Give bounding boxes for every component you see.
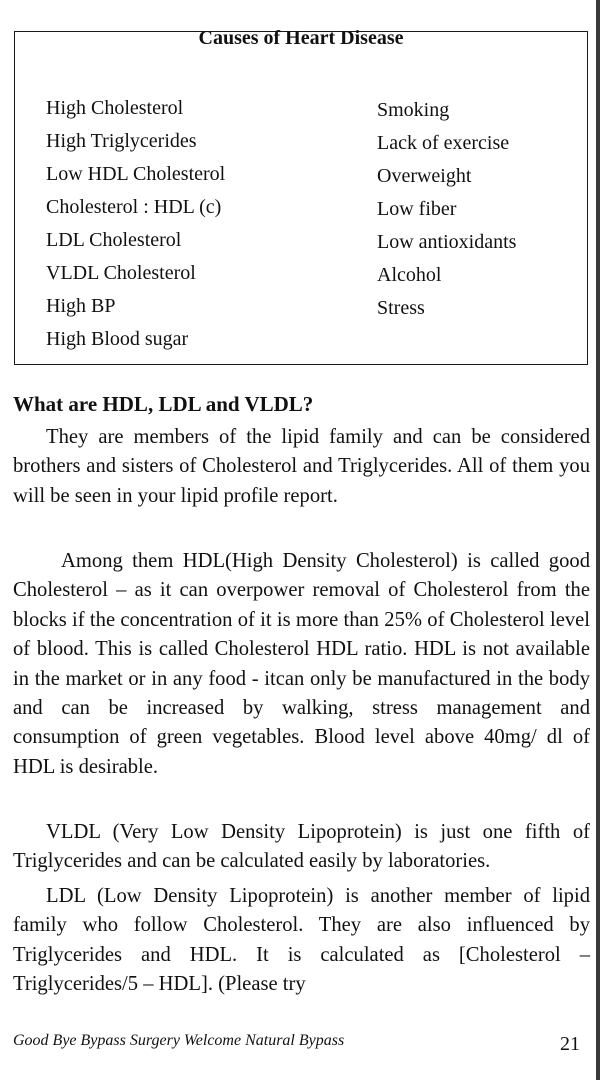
body-paragraph: LDL (Low Density Lipoprotein) is another member of lipid family who follow Cholesterol. They are also influenced by Triglycerides and HDL. It is calculated as [Cholesterol – Triglycerides/5 – HDL]. (Please try [13,885,590,996]
page-number: 21 [560,1033,580,1055]
section-heading: What are HDL, LDL and VLDL? [13,392,314,416]
cause-item: High BP [46,295,116,317]
footer-book-title: Good Bye Bypass Surgery Welcome Natural Bypass [13,1032,345,1049]
cause-item: VLDL Cholesterol [46,262,196,284]
cause-item: Lack of exercise [377,132,510,154]
causes-box-title: Causes of Heart Disease [198,27,404,49]
causes-left-column [46,92,225,356]
body-paragraph: Among them HDL(High Density Cholesterol) is called good Cholesterol – as it can overpower removal of Cholesterol from the blocks if the concentration of it is more than 25% of Cholesterol level of blood. This is called Cholesterol HDL ratio. HDL is not available in the market or in any food - itcan only be manufactured in the body and can be increased by walking, stress management and consumption of green vegetables. Blood level above 40mg/ dl of HDL is desirable. [13,550,590,778]
cause-item: Alcohol [377,264,442,286]
cause-item: Low fiber [377,198,457,220]
cause-item: High Blood sugar [46,328,189,350]
causes-box [14,27,588,365]
cause-item: High Cholesterol [46,97,184,119]
body-paragraph: They are members of the lipid family and can be considered brothers and sisters of Cholesterol and Triglycerides. All of them you will be seen in your lipid profile report. [13,426,590,507]
body-paragraph: VLDL (Very Low Density Lipoprotein) is just one fifth of Triglycerides and can be calculated easily by laboratories. [13,821,590,873]
cause-item: Overweight [377,165,472,187]
cause-item: Stress [377,297,425,319]
cause-item: Smoking [377,99,450,121]
page-edge [596,0,600,1080]
cause-item: Low antioxidants [377,231,517,253]
cause-item: Cholesterol : HDL (c) [46,196,222,218]
cause-item: High Triglycerides [46,130,197,152]
cause-item: LDL Cholesterol [46,229,182,251]
cause-item: Low HDL Cholesterol [46,163,226,185]
causes-right-column [377,94,516,325]
